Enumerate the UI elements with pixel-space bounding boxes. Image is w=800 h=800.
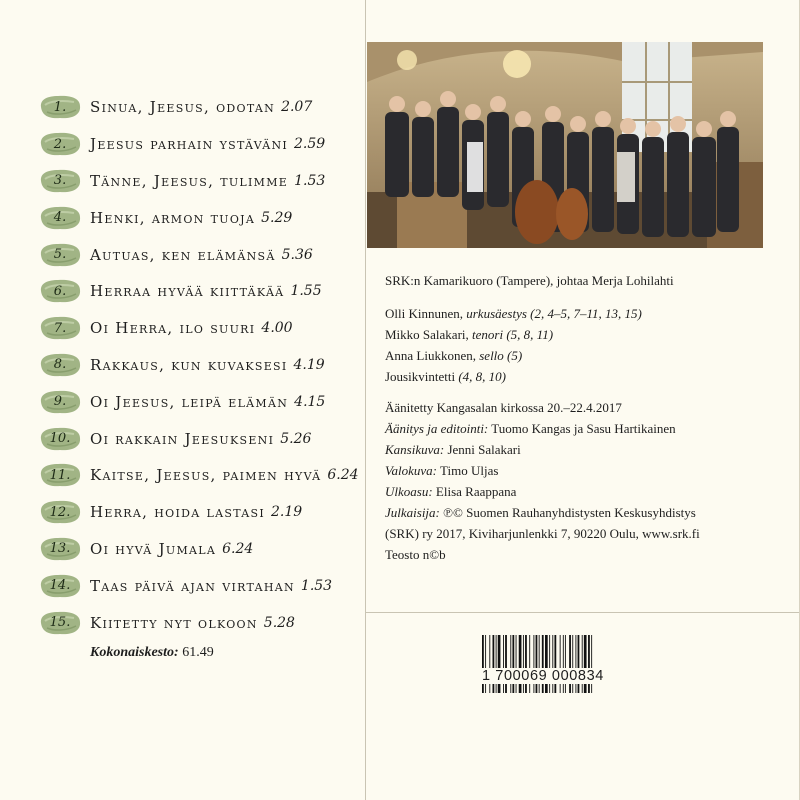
barcode-bar xyxy=(493,635,495,693)
barcode-bar xyxy=(536,635,538,693)
track-list xyxy=(38,89,358,641)
track-number: 7. xyxy=(53,320,67,336)
track-title: Oi hyvä Jumala xyxy=(90,539,217,558)
track-title: Autuas, ken elämänsä xyxy=(90,245,276,264)
publisher-credit: Julkaisija: ℗© Suomen Rauhanyhdistysten Keskusyhdistys xyxy=(385,505,696,520)
track-number: 12. xyxy=(49,504,71,520)
track-number: 15. xyxy=(49,615,71,631)
track-number-badge xyxy=(38,204,82,232)
track-number: 10. xyxy=(49,431,71,447)
track-title: Tänne, Jeesus, tulimme xyxy=(90,171,289,190)
total-label: Kokonaiskesto: xyxy=(90,645,179,660)
track-title: Oi Herra, ilo suuri xyxy=(90,319,256,338)
track-row xyxy=(38,604,358,641)
choir-photo xyxy=(367,42,763,248)
barcode-bar xyxy=(510,635,511,693)
barcode-bar xyxy=(539,635,540,693)
layout-credit: Ulkoasu: Elisa Raappana xyxy=(385,484,517,499)
track-row xyxy=(38,567,358,604)
track-number-badge xyxy=(38,167,82,195)
track-number: 1. xyxy=(53,99,67,115)
track-number: 14. xyxy=(49,578,71,594)
track-number-badge xyxy=(38,314,82,342)
track-number: 11. xyxy=(49,467,71,483)
horizontal-divider xyxy=(366,612,800,613)
barcode-bar xyxy=(569,635,571,693)
track-title: Jeesus parhain ystäväni xyxy=(90,135,289,154)
track-number-badge xyxy=(38,461,82,489)
track-number-badge xyxy=(38,130,82,158)
track-duration: 6.24 xyxy=(222,540,254,557)
track-row xyxy=(38,310,358,347)
track-title: Oi Jeesus, leipä elämän xyxy=(90,392,289,411)
track-duration: 4.19 xyxy=(293,356,325,373)
track-number-badge xyxy=(38,93,82,121)
track-title: Oi rakkain Jeesukseni xyxy=(90,429,275,448)
track-duration: 2.19 xyxy=(271,504,303,521)
track-duration: 2.07 xyxy=(281,99,313,116)
track-duration: 1.53 xyxy=(294,172,326,189)
barcode-bar xyxy=(489,635,490,693)
barcode-bar xyxy=(542,635,544,693)
track-row xyxy=(38,531,358,568)
choir-photo-illustration xyxy=(367,42,763,248)
track-number-badge xyxy=(38,498,82,526)
track-row xyxy=(38,199,358,236)
track-number: 13. xyxy=(49,541,71,557)
track-title: Kiitetty nyt olkoon xyxy=(90,613,258,632)
barcode-bar xyxy=(512,635,514,693)
barcode-bar xyxy=(584,635,587,693)
barcode-bar xyxy=(496,635,497,693)
track-title: Herraa hyvää kiittäkää xyxy=(90,282,285,301)
track-duration: 1.53 xyxy=(300,577,333,594)
track-number: 8. xyxy=(53,357,67,373)
barcode-bar xyxy=(575,635,576,693)
track-number: 2. xyxy=(53,136,67,152)
track-number: 9. xyxy=(53,394,67,410)
performer-credit: Anna Liukkonen, sello (5) xyxy=(385,348,523,363)
track-duration: 6.24 xyxy=(327,467,359,484)
performer-list xyxy=(385,303,785,387)
barcode-bar xyxy=(523,635,524,693)
barcode-bar xyxy=(588,635,590,693)
track-duration: 2.59 xyxy=(294,136,326,153)
track-row xyxy=(38,347,358,384)
barcode-bar xyxy=(505,635,507,693)
cover-credit: Kansikuva: Jenni Salakari xyxy=(385,442,521,457)
total-value: 61.49 xyxy=(182,645,214,660)
barcode-bar xyxy=(503,635,504,693)
teosto-notice: Teosto n©b xyxy=(385,547,446,562)
track-duration: 5.29 xyxy=(261,209,293,226)
track-number: 4. xyxy=(53,210,67,226)
barcode-bar xyxy=(519,635,522,693)
track-duration: 5.28 xyxy=(263,614,295,631)
track-title: Herra, hoida lastasi xyxy=(90,503,265,522)
track-duration: 1.55 xyxy=(290,283,322,300)
choir-credit: SRK:n Kamarikuoro (Tampere), johtaa Merja Lohilahti xyxy=(385,273,674,288)
track-number-badge xyxy=(38,277,82,305)
barcode-number: 1 700069 000834 xyxy=(480,668,652,684)
barcode-bar xyxy=(591,635,592,693)
barcode-bar xyxy=(529,635,530,693)
track-row xyxy=(38,163,358,200)
barcode-bar xyxy=(533,635,534,693)
credits-block xyxy=(385,270,785,565)
barcode-bar xyxy=(482,635,484,693)
barcode-bar xyxy=(552,635,553,693)
barcode-bar xyxy=(485,635,486,693)
track-number-badge xyxy=(38,241,82,269)
barcode-bar xyxy=(554,635,556,693)
barcode-bar xyxy=(578,635,580,693)
recorded-info: Äänitetty Kangasalan kirkossa 20.–22.4.2017 xyxy=(385,400,622,415)
track-row xyxy=(38,494,358,531)
barcode-bar xyxy=(582,635,583,693)
barcode-bar xyxy=(565,635,566,693)
performer-credit: Olli Kinnunen, urkusäestys (2, 4–5, 7–11, 13, 15) xyxy=(385,306,642,321)
vertical-divider xyxy=(365,0,366,800)
photo-credit: Valokuva: Timo Uljas xyxy=(385,463,499,478)
total-duration xyxy=(90,645,214,661)
track-row xyxy=(38,420,358,457)
barcode-bar xyxy=(563,635,564,693)
track-duration: 4.15 xyxy=(294,393,326,410)
track-number-badge xyxy=(38,425,82,453)
barcode-bar xyxy=(498,635,501,693)
track-row xyxy=(38,383,358,420)
track-number: 6. xyxy=(53,283,67,299)
barcode-bar xyxy=(560,635,561,693)
track-title: Henki, armon tuoja xyxy=(90,208,256,227)
publisher-address: (SRK) ry 2017, Kiviharjunlenkki 7, 90220 Oulu, www.srk.fi xyxy=(385,526,700,541)
performer-credit: Jousikvintetti (4, 8, 10) xyxy=(385,369,506,384)
track-title: Rakkaus, kun kuvaksesi xyxy=(90,355,288,374)
track-number-badge xyxy=(38,388,82,416)
barcode-bar xyxy=(572,635,573,693)
barcode-bar xyxy=(549,635,550,693)
track-number-badge xyxy=(38,351,82,379)
track-row xyxy=(38,273,358,310)
track-number: 3. xyxy=(53,173,67,189)
track-number-badge xyxy=(38,609,82,637)
track-duration: 5.26 xyxy=(280,430,312,447)
barcode-bar xyxy=(516,635,517,693)
track-number-badge xyxy=(38,572,82,600)
track-title: Kaitse, Jeesus, paimen hyvä xyxy=(90,466,322,485)
track-row xyxy=(38,126,358,163)
track-row xyxy=(38,89,358,126)
track-duration: 5.36 xyxy=(281,246,313,263)
track-row xyxy=(38,236,358,273)
track-duration: 4.00 xyxy=(261,320,293,337)
track-number: 5. xyxy=(53,247,67,263)
barcode xyxy=(478,615,648,715)
barcode-bar xyxy=(525,635,527,693)
recording-credit: Äänitys ja editointi: Tuomo Kangas ja Sasu Hartikainen xyxy=(385,421,676,436)
performer-credit: Mikko Salakari, tenori (5, 8, 11) xyxy=(385,327,554,342)
barcode-bar xyxy=(545,635,548,693)
track-title: Sinua, Jeesus, odotan xyxy=(90,98,276,117)
track-number-badge xyxy=(38,535,82,563)
track-row xyxy=(38,457,358,494)
track-title: Taas päivä ajan virtahan xyxy=(90,576,295,595)
